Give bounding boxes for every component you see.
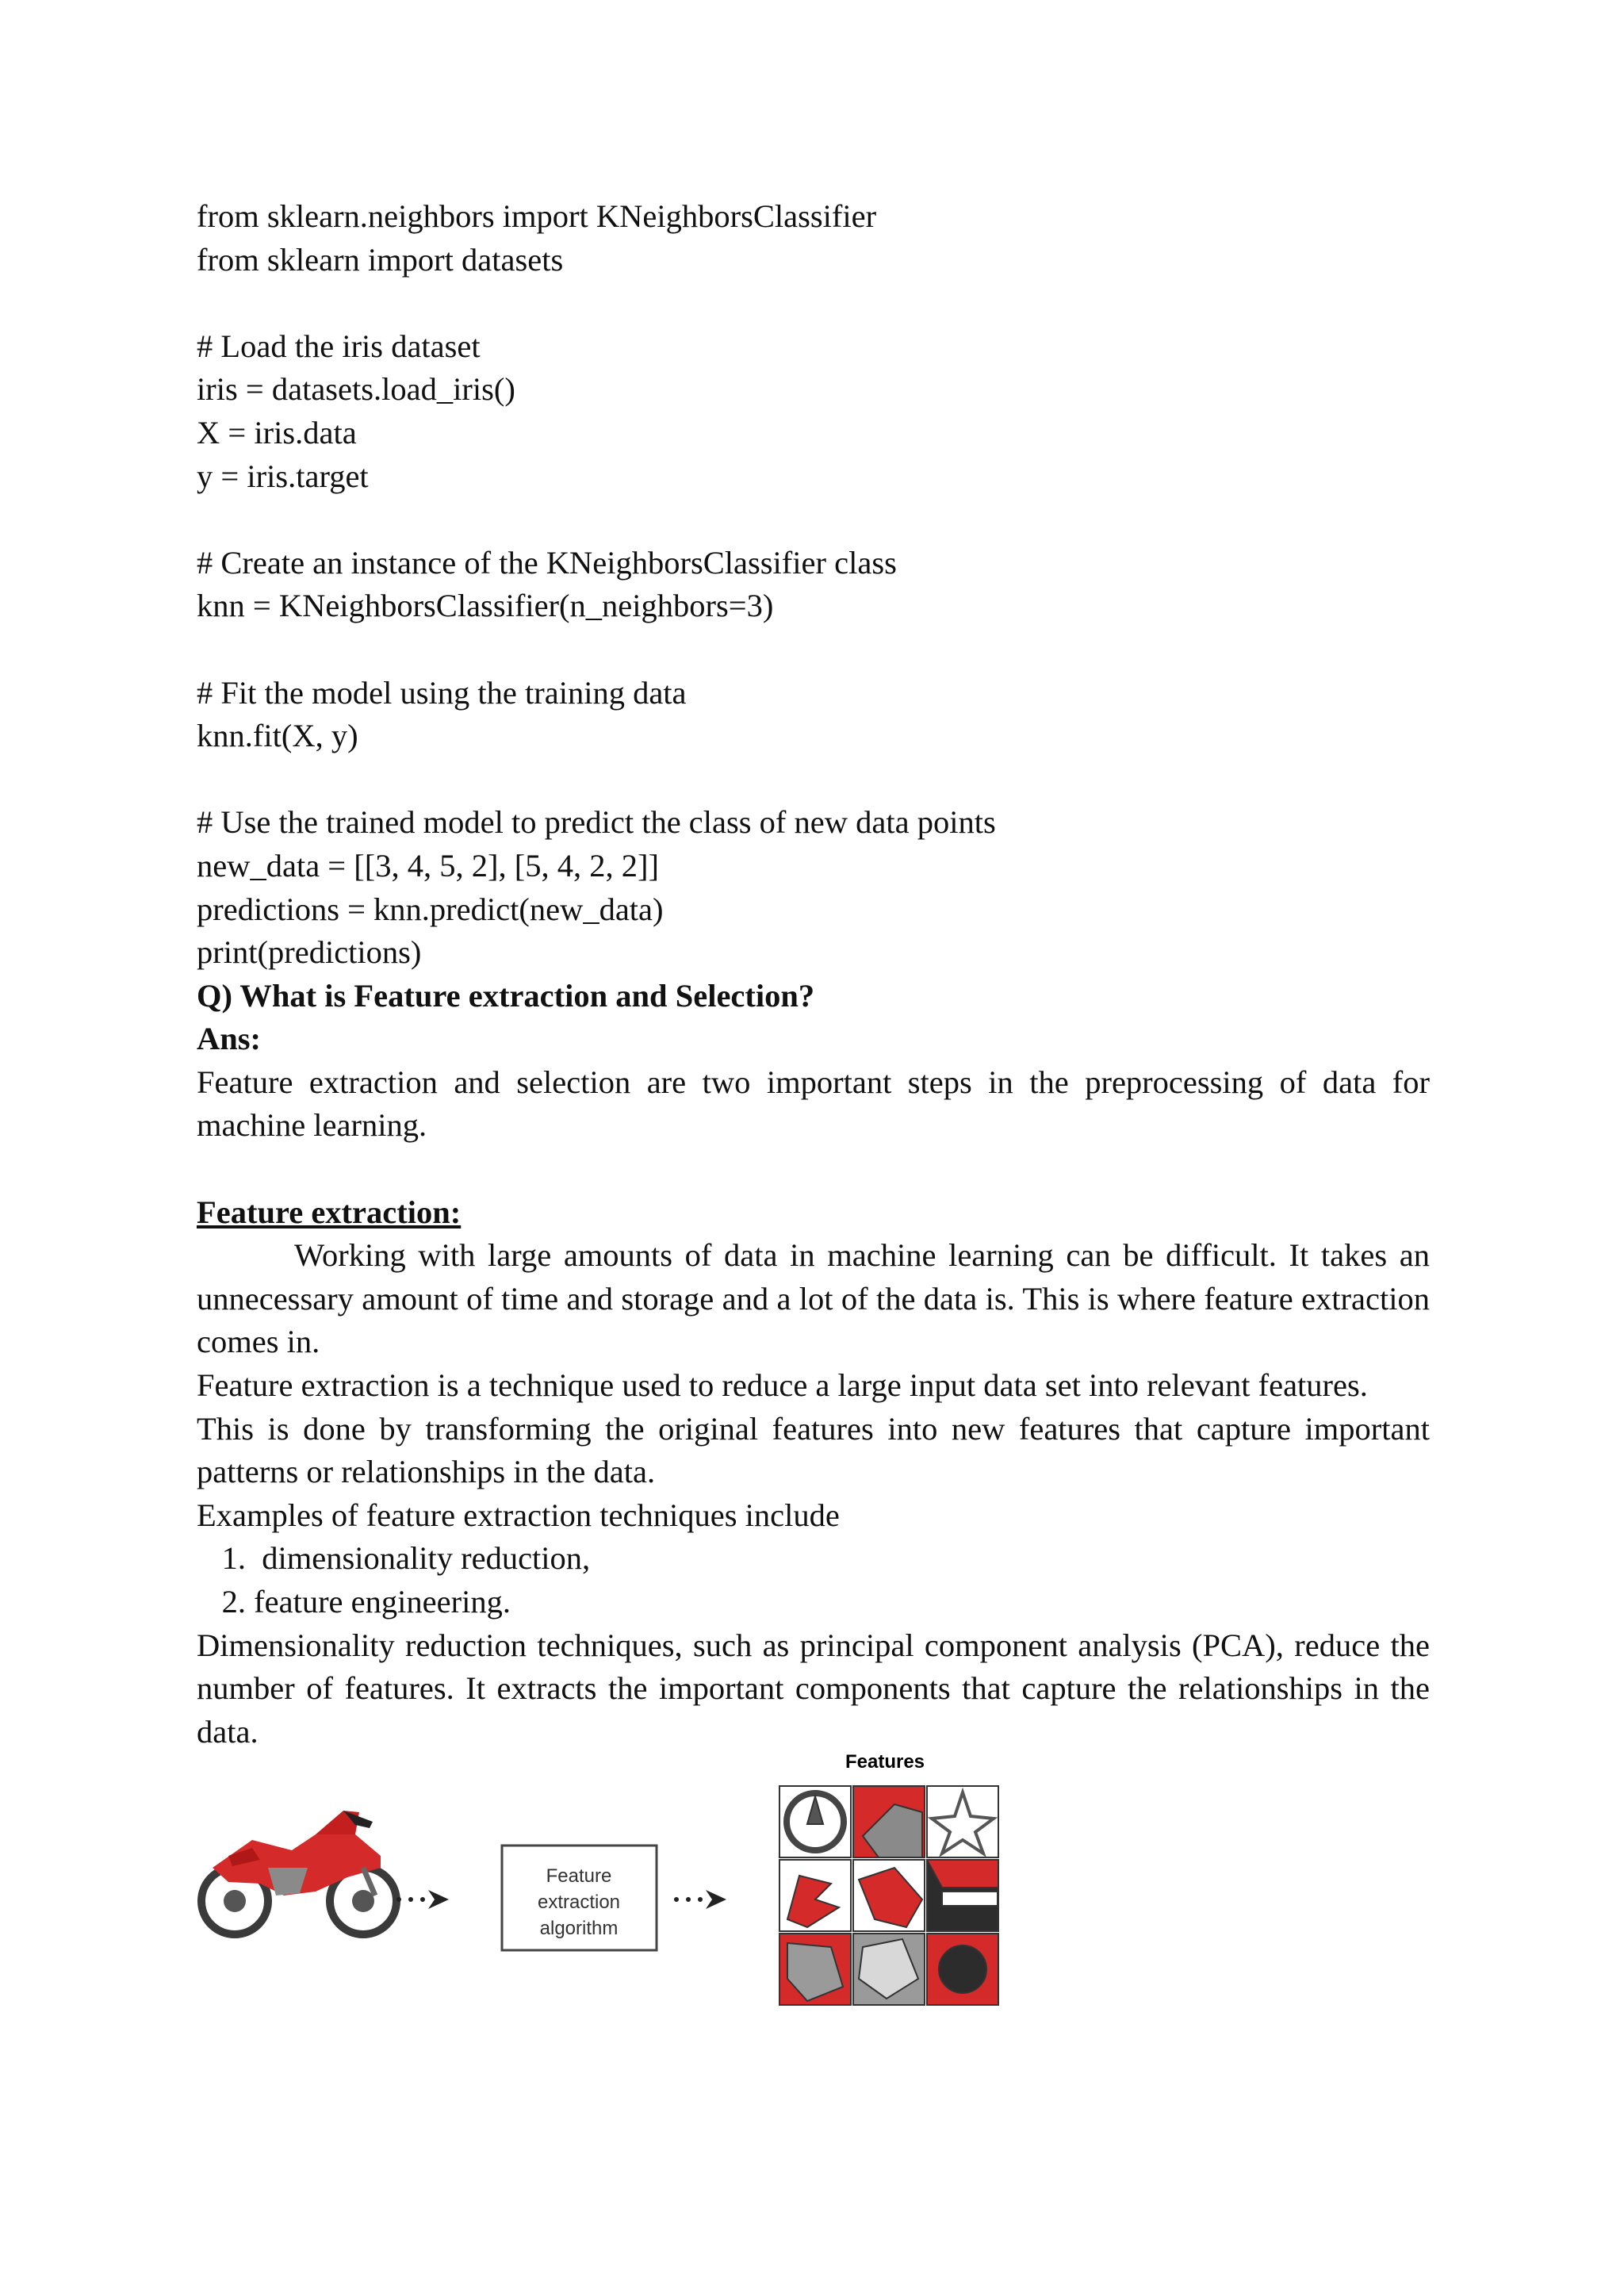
arrow-icon <box>674 1890 726 1909</box>
blank-line <box>197 1148 1430 1191</box>
algorithm-box-line: extraction <box>537 1892 621 1913</box>
code-line: y = iris.target <box>197 458 369 494</box>
blank-line <box>197 758 1430 802</box>
list-item <box>197 1537 1430 1581</box>
paragraph: Feature extraction is a technique used to reduce a large input data set into relevant features. <box>197 1367 1368 1404</box>
question-heading: Q) What is Feature extraction and Selection? <box>197 977 815 1014</box>
code-comment: # Create an instance of the KNeighborsClassifier class <box>197 544 897 581</box>
examples-intro: Examples of feature extraction techniques include <box>197 1497 840 1533</box>
algorithm-box <box>502 1846 657 1950</box>
code-comment: # Use the trained model to predict the class of new data points <box>197 804 996 841</box>
code-comment: # Fit the model using the training data <box>197 674 687 711</box>
paragraph: Dimensionality reduction techniques, such as principal component analysis (PCA), reduce the number of features. It extracts the important components that capture the relationships in the data. <box>197 1627 1430 1750</box>
paragraph: This is done by transforming the original features into new features that capture important patterns or relationships in the data. <box>197 1410 1430 1490</box>
code-comment: # Load the iris dataset <box>197 328 481 364</box>
algorithm-box-line: Feature <box>546 1865 612 1887</box>
code-line: print(predictions) <box>197 934 422 971</box>
list-number: 2. <box>221 1584 246 1619</box>
blank-line <box>197 498 1430 542</box>
code-line: knn.fit(X, y) <box>197 718 358 754</box>
intro-paragraph: Feature extraction and selection are two important steps in the preprocessing of data for machine learning. <box>197 1064 1430 1144</box>
list-item <box>197 1581 1430 1624</box>
arrow-icon <box>396 1890 449 1909</box>
feature-extraction-figure <box>197 1749 1005 2018</box>
algorithm-box-line: algorithm <box>539 1918 619 1939</box>
code-line: new_data = [[3, 4, 5, 2], [5, 4, 2, 2]] <box>197 847 659 884</box>
examples-list <box>197 1537 1430 1623</box>
motorcycle-image <box>201 1811 396 1934</box>
blank-line <box>197 628 1430 672</box>
code-line: predictions = knn.predict(new_data) <box>197 891 664 927</box>
code-line: knn = KNeighborsClassifier(n_neighbors=3) <box>197 588 774 624</box>
blank-line <box>197 282 1430 325</box>
section-heading: Feature extraction: <box>197 1194 462 1230</box>
code-line: from sklearn import datasets <box>197 241 564 278</box>
list-text: feature engineering. <box>254 1584 511 1619</box>
code-line: X = iris.data <box>197 414 357 450</box>
code-line: from sklearn.neighbors import KNeighborsClassifier <box>197 198 877 234</box>
document-body <box>197 195 1430 1754</box>
paragraph: Working with large amounts of data in machine learning can be difficult. It takes an unnecessary amount of time and storage and a lot of the data is. This is where feature extraction comes in. <box>197 1237 1430 1360</box>
features-label: Features <box>845 1751 925 1773</box>
list-number: 1. <box>221 1540 246 1577</box>
list-text: dimensionality reduction, <box>262 1540 591 1577</box>
answer-label: Ans: <box>197 1021 262 1057</box>
feature-grid <box>779 1786 998 2005</box>
code-line: iris = datasets.load_iris() <box>197 371 515 408</box>
